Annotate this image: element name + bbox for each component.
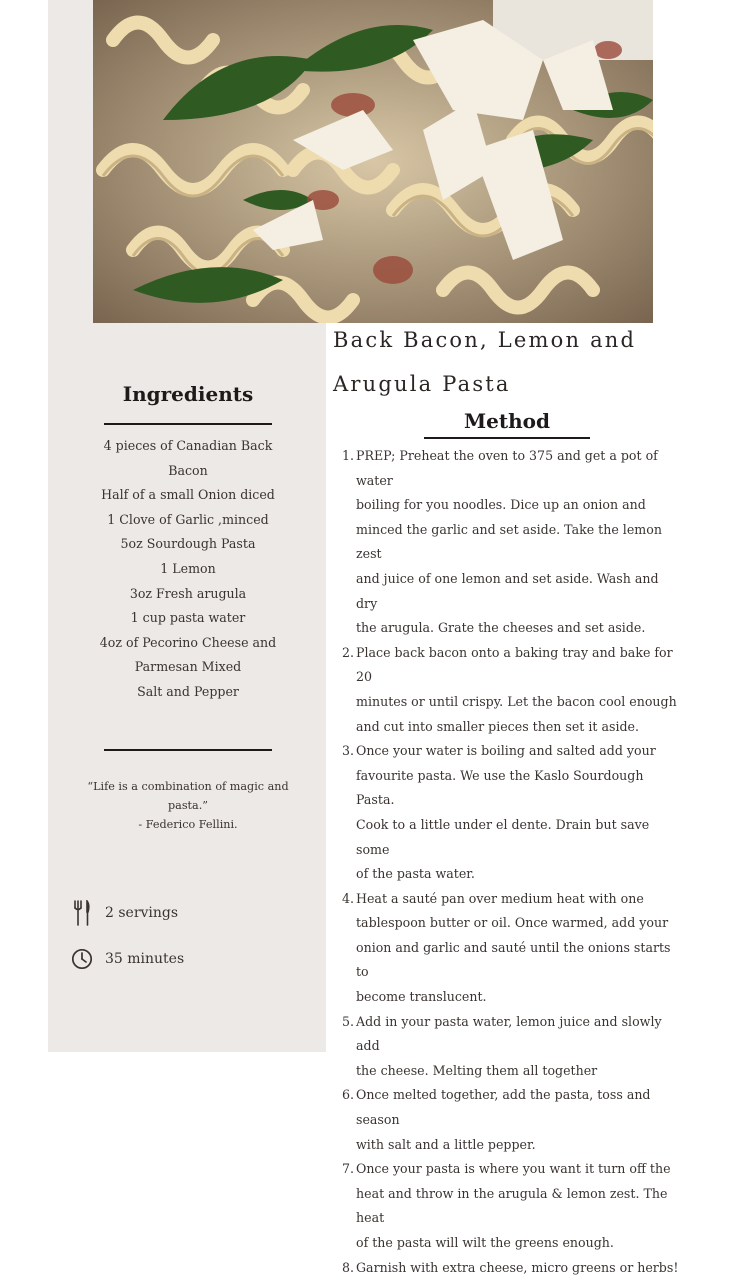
step-text: tablespoon butter or oil. Once warmed, add your (356, 915, 669, 931)
step-text: with salt and a little pepper. (356, 1136, 536, 1152)
step-number: 8. (342, 1259, 355, 1275)
ingredients-divider (104, 423, 272, 425)
step-text: the arugula. Grate the cheeses and set aside. (356, 620, 646, 636)
step-number (342, 764, 356, 813)
step-text: become translucent. (356, 989, 487, 1005)
method-step-continuation (342, 813, 682, 862)
step-text: Once melted together, add the pasta, toss and season (356, 1087, 651, 1128)
step-number (342, 616, 356, 641)
step-text: boiling for you noodles. Dice up an onion and (356, 497, 646, 513)
ingredient-line: 3oz Fresh arugula (129, 585, 247, 601)
quote-author: - Federico Fellini. (138, 818, 238, 831)
step-text: minutes or until crispy. Let the bacon cool enough (356, 693, 677, 709)
ingredient-line: Salt and Pepper (137, 683, 239, 699)
ingredient-line: 4 pieces of Canadian Back (103, 438, 273, 453)
step-number (342, 1231, 356, 1256)
method-step (342, 1256, 682, 1280)
method-heading: Method (464, 409, 550, 433)
step-text: Place back bacon onto a baking tray and bake for 20 (356, 644, 673, 685)
recipe-title-line1: Back Bacon, Lemon and (333, 328, 637, 352)
step-text: favourite pasta. We use the Kaslo Sourdough Pasta. (356, 767, 644, 808)
method-step-continuation (342, 1231, 682, 1256)
step-text: and cut into smaller pieces then set it aside. (356, 718, 639, 734)
step-number (342, 493, 356, 518)
method-step-continuation (342, 493, 682, 518)
method-step-continuation (342, 690, 682, 715)
method-step (342, 887, 682, 912)
recipe-title (333, 318, 663, 406)
ingredient-line: Bacon (168, 462, 208, 478)
method-step-continuation (342, 1059, 682, 1084)
method-divider (424, 437, 590, 439)
time-text: 35 minutes (105, 951, 185, 967)
step-text: onion and garlic and sauté until the onions starts to (356, 939, 671, 980)
ingredient-line: 1 cup pasta water (130, 610, 246, 626)
recipe-title-line2: Arugula Pasta (333, 372, 511, 396)
ingredient-line: 5oz Sourdough Pasta (120, 536, 256, 552)
step-text: heat and throw in the arugula & lemon zest. The heat (356, 1185, 668, 1226)
step-text: of the pasta water. (356, 866, 475, 882)
step-text: and juice of one lemon and set aside. Wash and dry (356, 570, 659, 611)
step-number (342, 690, 356, 715)
step-number (342, 936, 356, 985)
clock-icon (70, 946, 94, 972)
servings-row (70, 900, 178, 926)
servings-text: 2 servings (105, 905, 179, 921)
method-steps (342, 444, 682, 1280)
quote-block (84, 777, 292, 834)
step-number (342, 813, 356, 862)
quote-line-1: “Life is a combination of magic and (87, 780, 289, 793)
step-number (342, 985, 356, 1010)
ingredients-list (90, 434, 286, 705)
method-step (342, 641, 682, 690)
step-number (342, 862, 356, 887)
ingredient-line: Parmesan Mixed (134, 659, 242, 675)
step-number: 2. (342, 644, 355, 660)
step-number: 7. (342, 1161, 355, 1177)
method-step-continuation (342, 567, 682, 616)
ingredient-line: 1 Lemon (160, 560, 216, 576)
step-number (342, 911, 356, 936)
method-step-continuation (342, 1182, 682, 1231)
step-number: 6. (342, 1087, 355, 1103)
ingredient-line: 1 Clove of Garlic ,minced (107, 511, 269, 527)
quote-line-2: pasta.” (167, 799, 208, 812)
step-number: 3. (342, 743, 355, 759)
step-text: of the pasta will wilt the greens enough. (356, 1235, 614, 1250)
step-number (342, 567, 356, 616)
step-number (342, 1133, 356, 1158)
ingredient-line: 4oz of Pecorino Cheese and (99, 634, 277, 650)
ingredient-line: Half of a small Onion diced (101, 487, 275, 503)
method-step-continuation (342, 985, 682, 1010)
method-step-continuation (342, 936, 682, 985)
pasta-photo (93, 0, 653, 323)
method-step-continuation (342, 1133, 682, 1158)
step-number (342, 1059, 356, 1084)
method-step (342, 739, 682, 764)
step-text: minced the garlic and set aside. Take the lemon zest (356, 521, 662, 562)
step-text: Once your pasta is where you want it turn off the (356, 1161, 671, 1177)
method-step-continuation (342, 518, 682, 567)
step-number (342, 1182, 356, 1231)
step-text: Garnish with extra cheese, micro greens or herbs! (356, 1259, 679, 1275)
method-step (342, 1010, 682, 1059)
step-number (342, 518, 356, 567)
method-step (342, 444, 682, 493)
method-step-continuation (342, 911, 682, 936)
method-step (342, 1083, 682, 1132)
step-text: the cheese. Melting them all together (356, 1062, 598, 1078)
method-step-continuation (342, 764, 682, 813)
method-step-continuation (342, 616, 682, 641)
step-number: 4. (342, 890, 355, 906)
quote-divider (104, 749, 272, 751)
step-text: Cook to a little under el dente. Drain but save some (356, 816, 650, 857)
fork-knife-icon (70, 900, 94, 926)
step-text: PREP; Preheat the oven to 375 and get a pot of water (356, 448, 658, 488)
method-step-continuation (342, 862, 682, 887)
time-row (70, 946, 184, 972)
step-number: 1. (342, 448, 355, 463)
ingredients-heading: Ingredients (122, 382, 254, 406)
step-number (342, 715, 356, 740)
step-text: Once your water is boiling and salted add your (356, 743, 656, 759)
method-step-continuation (342, 715, 682, 740)
step-number: 5. (342, 1013, 355, 1029)
step-text: Add in your pasta water, lemon juice and slowly add (356, 1013, 662, 1054)
step-text: Heat a sauté pan over medium heat with one (356, 890, 644, 906)
method-step (342, 1157, 682, 1182)
